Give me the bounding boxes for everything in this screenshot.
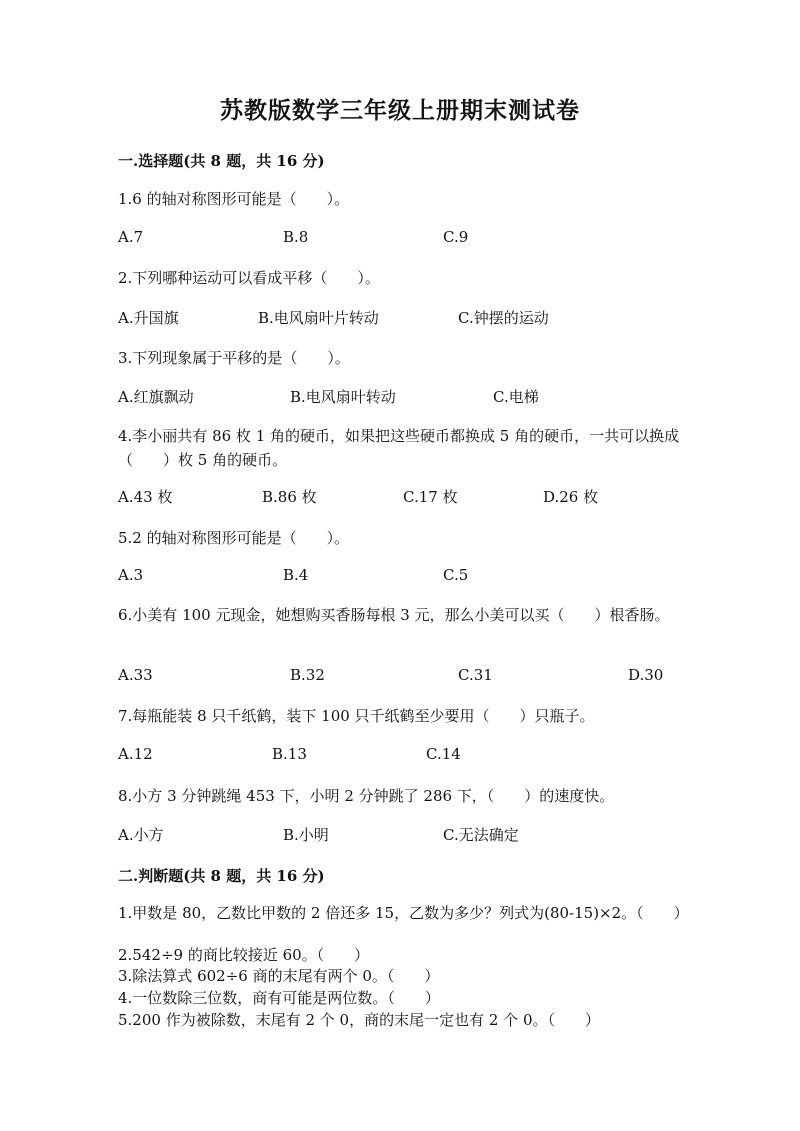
question-5: 5.2 的轴对称图形可能是（ ）。 [118,529,350,547]
option-1a: A.7 [118,228,144,246]
option-5a: A.3 [118,566,144,584]
option-4b: B.86 枚 [262,488,317,506]
section-heading-judgement: 二.判断题(共 8 题，共 16 分) [118,867,325,885]
question-4: 4.李小丽共有 86 枚 1 角的硬币，如果把这些硬币都换成 5 角的硬币，一共可以换成（ ）枚 5 角的硬币。 [118,427,680,469]
judgement-item-4: 4.一位数除三位数，商有可能是两位数。（ ） [118,989,440,1007]
question-1: 1.6 的轴对称图形可能是（ ）。 [118,190,350,208]
option-8b: B.小明 [283,826,329,844]
question-8: 8.小方 3 分钟跳绳 453 下，小明 2 分钟跳了 286 下，（ ）的速度快。 [118,787,615,805]
option-4d: D.26 枚 [543,488,599,506]
option-6d: D.30 [628,666,664,684]
option-4a: A.43 枚 [118,488,173,506]
option-7a: A.12 [118,745,153,763]
judgement-item-2: 2.542÷9 的商比较接近 60。（ ） [118,946,370,964]
question-7: 7.每瓶能装 8 只千纸鹤，装下 100 只千纸鹤至少要用（ ）只瓶子。 [118,707,595,725]
judgement-item-5: 5.200 作为被除数，末尾有 2 个 0，商的末尾一定也有 2 个 0。（ ） [118,1011,600,1029]
option-3a: A.红旗飘动 [118,388,194,406]
option-2b: B.电风扇叶片转动 [258,309,379,327]
page-title: 苏教版数学三年级上册期末测试卷 [220,97,580,124]
option-3b: B.电风扇叶转动 [290,388,396,406]
question-3: 3.下列现象属于平移的是（ ）。 [118,349,350,367]
option-7c: C.14 [426,745,461,763]
judgement-item-1: 1.甲数是 80，乙数比甲数的 2 倍还多 15，乙数为多少？列式为(80-15)×2。（ ） [118,904,689,922]
question-6: 6.小美有 100 元现金，她想购买香肠每根 3 元，那么小美可以买（ ）根香肠。 [118,606,670,624]
option-4c: C.17 枚 [403,488,458,506]
option-8a: A.小方 [118,826,164,844]
option-3c: C.电梯 [493,388,539,406]
option-5c: C.5 [443,566,469,584]
option-8c: C.无法确定 [443,826,519,844]
option-6b: B.32 [290,666,325,684]
option-1b: B.8 [283,228,309,246]
option-5b: B.4 [283,566,309,584]
section-heading-choice: 一.选择题(共 8 题，共 16 分) [118,152,325,170]
option-2a: A.升国旗 [118,309,179,327]
option-6c: C.31 [458,666,493,684]
judgement-item-3: 3.除法算式 602÷6 商的末尾有两个 0。（ ） [118,967,440,985]
question-2: 2.下列哪种运动可以看成平移（ ）。 [118,269,380,287]
option-1c: C.9 [443,228,469,246]
option-6a: A.33 [118,666,153,684]
option-2c: C.钟摆的运动 [458,309,549,327]
option-7b: B.13 [272,745,307,763]
